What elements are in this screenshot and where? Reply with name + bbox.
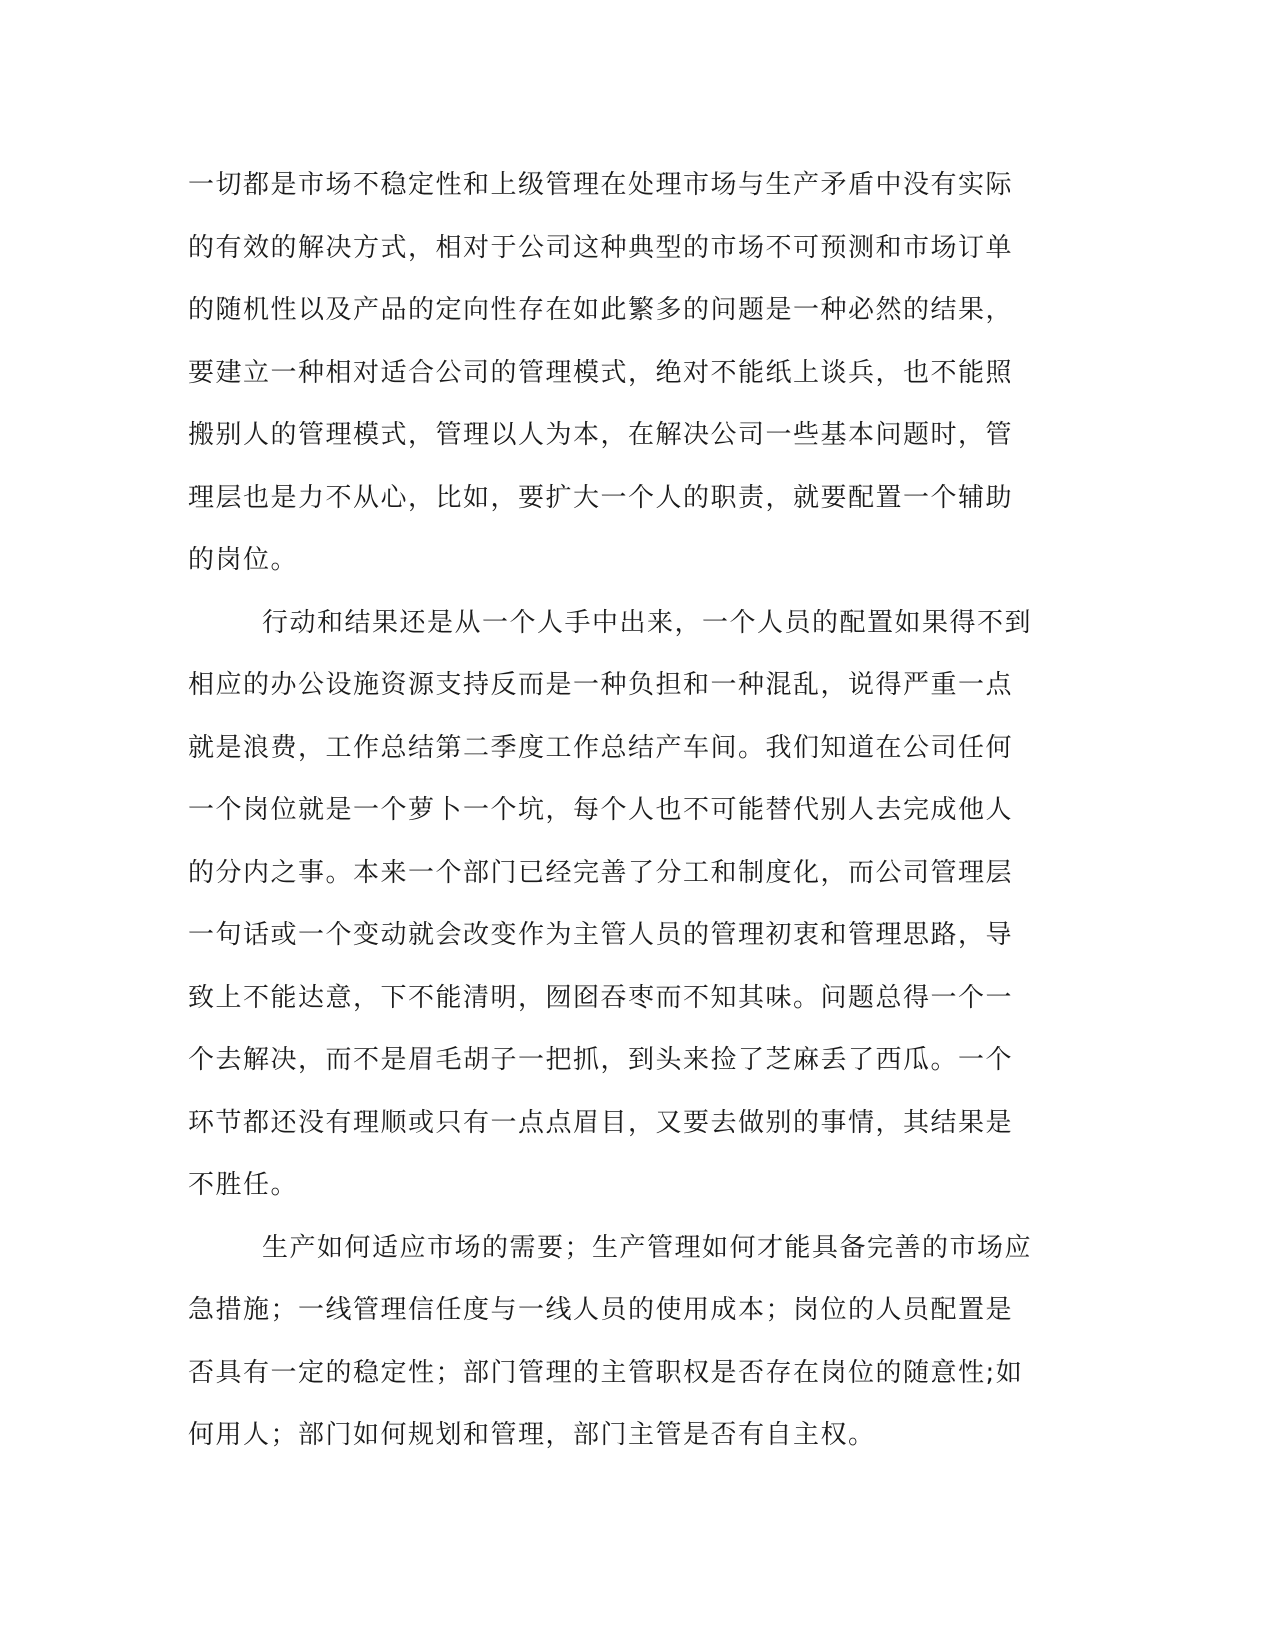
- text-line: 要建立一种相对适合公司的管理模式，绝对不能纸上谈兵，也不能照: [188, 357, 1014, 388]
- text-line-indented: 行动和结果还是从一个人手中出来，一个人员的配置如果得不到: [262, 607, 1033, 638]
- paragraph-1: [188, 154, 1088, 592]
- text-line: 个去解决，而不是眉毛胡子一把抓，到头来捡了芝麻丢了西瓜。一个: [188, 1045, 1014, 1075]
- text-line: 致上不能达意，下不能清明，囫囵吞枣而不知其味。问题总得一个一: [188, 982, 1014, 1013]
- text-line: 一句话或一个变动就会改变作为主管人员的管理初衷和管理思路，导: [188, 920, 1014, 950]
- document-body: [188, 154, 1088, 1467]
- text-line: 就是浪费，工作总结第二季度工作总结产车间。我们知道在公司任何: [188, 732, 1014, 763]
- text-line: 一切都是市场不稳定性和上级管理在处理市场与生产矛盾中没有实际: [188, 170, 1014, 200]
- text-line: 急措施；一线管理信任度与一线人员的使用成本；岗位的人员配置是: [188, 1295, 1014, 1325]
- text-line: 何用人；部门如何规划和管理，部门主管是否有自主权。: [188, 1420, 876, 1450]
- text-line: 的有效的解决方式，相对于公司这种典型的市场不可预测和市场订单: [188, 232, 1014, 263]
- paragraph-2: [188, 592, 1088, 1217]
- text-line: 搬别人的管理模式，管理以人为本，在解决公司一些基本问题时，管: [188, 420, 1014, 450]
- paragraph-3: [188, 1217, 1088, 1467]
- text-line: 一个岗位就是一个萝卜一个坑，每个人也不可能替代别人去完成他人: [188, 795, 1014, 825]
- text-line: 相应的办公设施资源支持反而是一种负担和一种混乱，说得严重一点: [188, 670, 1014, 700]
- text-line: 理层也是力不从心，比如，要扩大一个人的职责，就要配置一个辅助: [188, 482, 1014, 513]
- text-line: 的分内之事。本来一个部门已经完善了分工和制度化，而公司管理层: [188, 857, 1014, 888]
- text-line: 的岗位。: [188, 545, 299, 575]
- text-line-indented: 生产如何适应市场的需要；生产管理如何才能具备完善的市场应: [262, 1232, 1033, 1263]
- text-line: 不胜任。: [188, 1170, 299, 1200]
- text-line: 否具有一定的稳定性；部门管理的主管职权是否存在岗位的随意性;如: [188, 1357, 1024, 1388]
- text-line: 的随机性以及产品的定向性存在如此繁多的问题是一种必然的结果，: [188, 295, 1014, 325]
- text-line: 环节都还没有理顺或只有一点点眉目，又要去做别的事情，其结果是: [188, 1107, 1014, 1138]
